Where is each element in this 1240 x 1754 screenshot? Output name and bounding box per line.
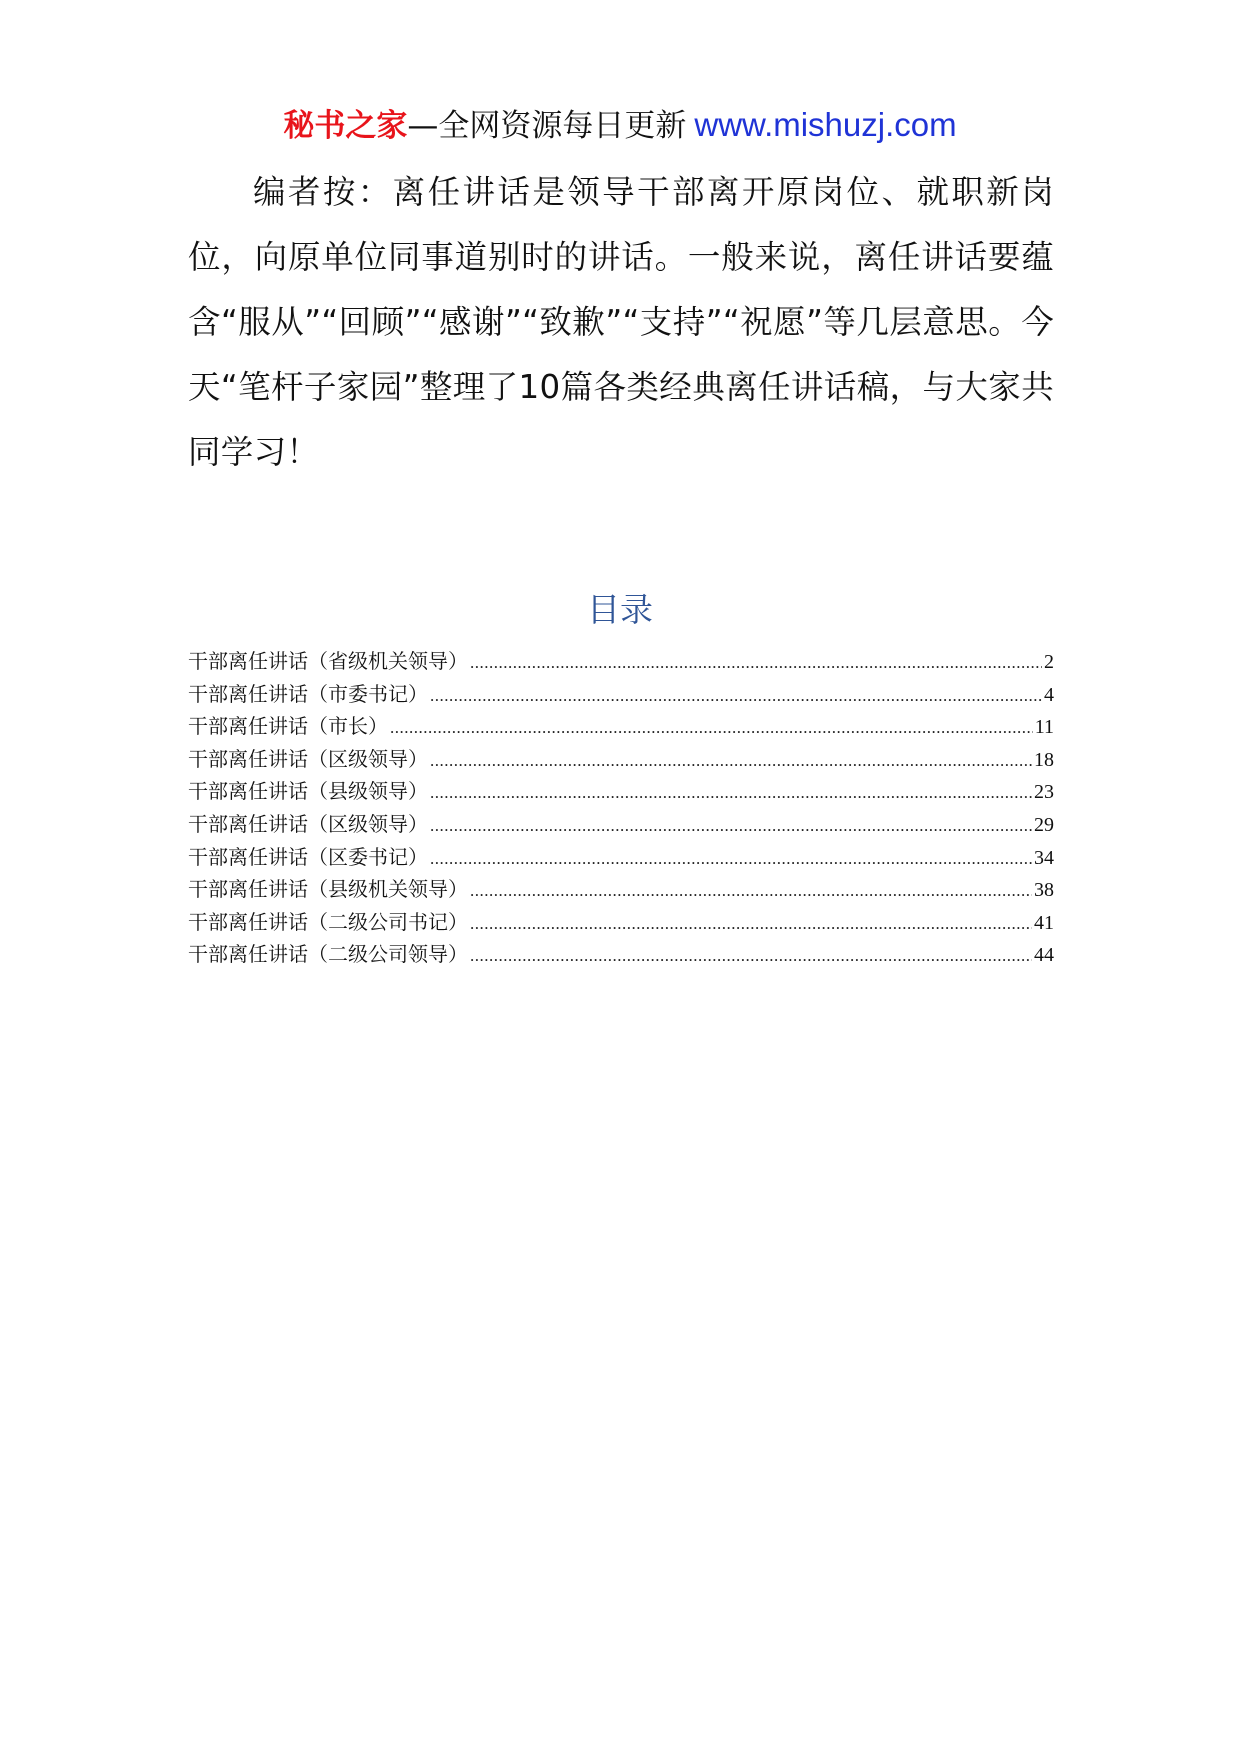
toc-entry-page: 38 [1034, 879, 1054, 902]
toc-dot-leader [430, 777, 1032, 808]
toc-entry[interactable] [188, 710, 1054, 743]
brand-name: 秘书之家 [283, 108, 408, 144]
header-tagline: —全网资源每日更新 [407, 108, 687, 144]
toc-dot-leader [470, 875, 1032, 906]
toc-entry-label: 干部离任讲话（二级公司书记） [188, 909, 468, 934]
table-of-contents [188, 645, 1054, 971]
site-url-link[interactable]: www.mishuzj.com [694, 106, 957, 143]
toc-entry-label: 干部离任讲话（二级公司领导） [188, 942, 468, 967]
toc-entry-page: 23 [1034, 781, 1054, 804]
toc-entry[interactable] [188, 873, 1054, 906]
toc-entry-label: 干部离任讲话（市长） [188, 714, 388, 739]
toc-title: 目录 [587, 590, 653, 629]
toc-entry-page: 44 [1034, 944, 1054, 967]
toc-entry[interactable] [188, 775, 1054, 808]
toc-entry[interactable] [188, 678, 1054, 711]
toc-dot-leader [430, 680, 1042, 711]
toc-entry-label: 干部离任讲话（区委书记） [188, 844, 428, 869]
toc-entry[interactable] [188, 841, 1054, 874]
toc-entry-label: 干部离任讲话（县级领导） [188, 779, 428, 804]
toc-entry[interactable] [188, 906, 1054, 939]
toc-dot-leader [470, 940, 1032, 971]
toc-entry-page: 11 [1034, 716, 1054, 739]
toc-entry-page: 2 [1044, 651, 1054, 673]
toc-entry-label: 干部离任讲话（区级领导） [188, 811, 428, 836]
toc-entry[interactable] [188, 808, 1054, 841]
toc-entry-page: 4 [1044, 683, 1054, 706]
toc-entry-page: 34 [1034, 846, 1054, 869]
toc-entry-page: 29 [1034, 813, 1054, 836]
toc-dot-leader [430, 843, 1032, 874]
toc-dot-leader [430, 745, 1032, 776]
toc-dot-leader [390, 712, 1033, 743]
toc-dot-leader [430, 810, 1032, 841]
toc-entry-label: 干部离任讲话（省级机关领导） [188, 649, 468, 673]
toc-entry[interactable] [188, 938, 1054, 971]
editor-preface: 编者按：离任讲话是领导干部离开原岗位、就职新岗位，向原单位同事道别时的讲话。一般来说，离任讲话要蕴含“服从”“回顾”“感谢”“致歉”“支持”“祝愿”等几层意思。今天“笔杆子家园”整理了10篇各类经典离任讲话稿，与大家共同学习！ [188, 173, 1054, 471]
toc-entry[interactable] [188, 645, 1054, 678]
toc-dot-leader [470, 647, 1042, 678]
toc-entry[interactable] [188, 743, 1054, 776]
toc-dot-leader [470, 908, 1032, 939]
site-header [0, 103, 1240, 148]
toc-entry-label: 干部离任讲话（市委书记） [188, 681, 428, 706]
toc-entry-label: 干部离任讲话（县级机关领导） [188, 877, 468, 902]
toc-entry-page: 18 [1034, 748, 1054, 771]
toc-entry-label: 干部离任讲话（区级领导） [188, 746, 428, 771]
toc-entry-page: 41 [1034, 911, 1054, 934]
